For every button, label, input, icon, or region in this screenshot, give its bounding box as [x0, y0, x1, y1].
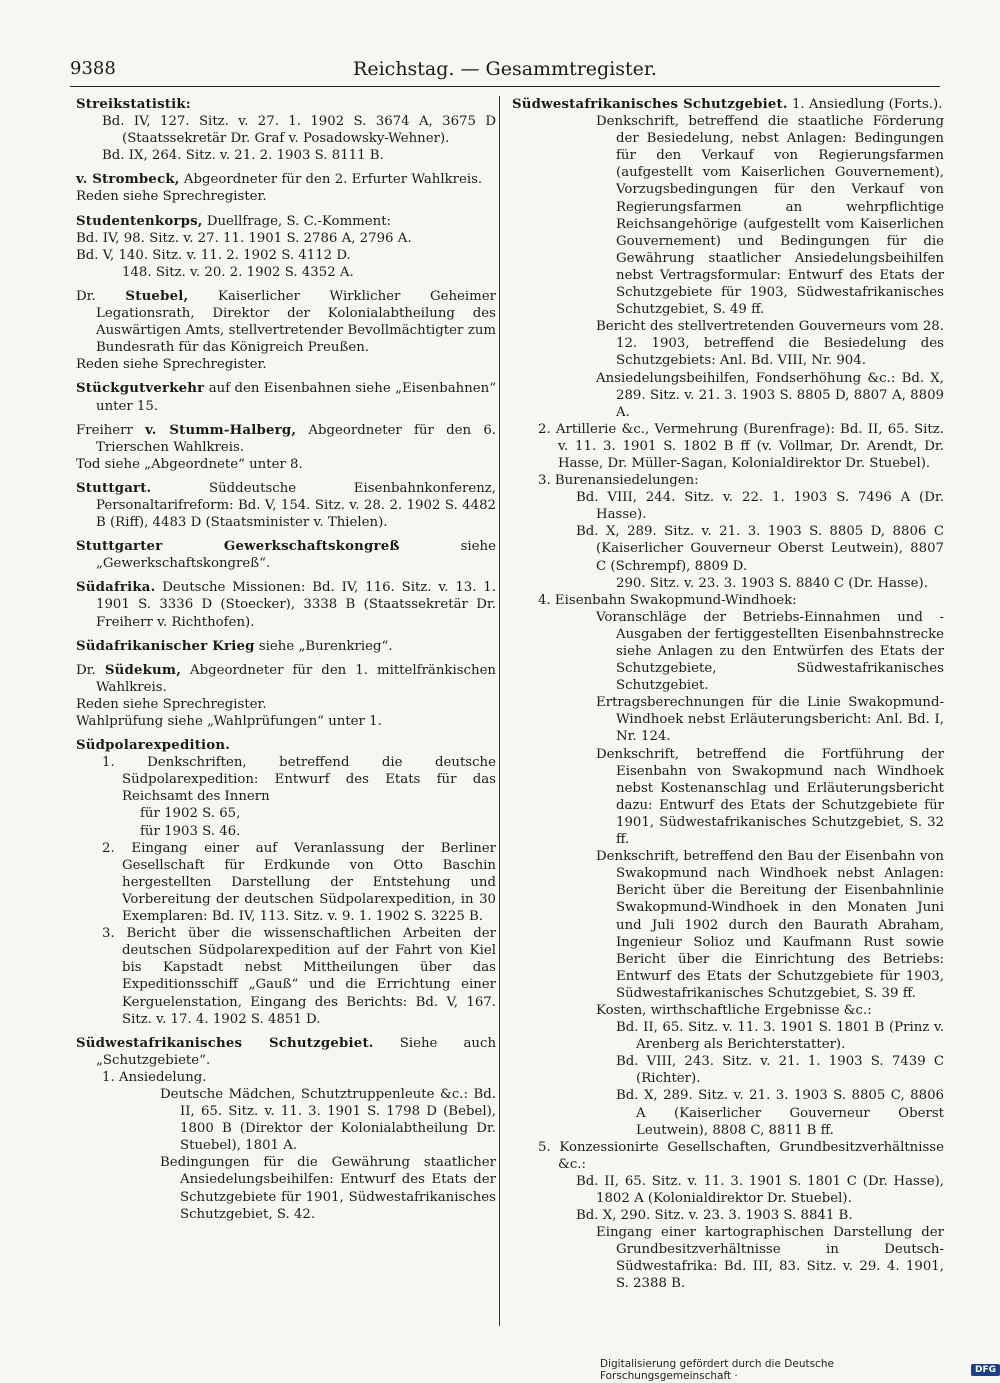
entry-description: Kaiserlicher Wirklicher Geheimer Legationsrath, Direktor der Kolonialabtheilung des Auswärtigen Amts, stellvertretender Bevollmächtigter zum Bundesrath für das Königreich Preußen. — [96, 288, 496, 356]
entry-reference: Denkschrift, betreffend den Bau der Eisenbahn von Swakopmund nach Windhoek nebst Anlagen: Bericht über die Bereitung der Eisenbahnlinie Swakopmund-Windhoek in den Monaten Juni und Juli 1902 durch den Baurath Abraham, Ingenieur Solioz und Kaufmann Rust sowie Bericht über die Einrichtung des Betriebs: Entwurf des Etats der Schutzgebiete für 1903, Südwestafrikanisches Schutzgebiet, S. 39 ff. — [596, 849, 944, 1001]
entry-reference: 290. Sitz. v. 23. 3. 1903 S. 8840 C (Dr. Hasse). — [616, 575, 928, 591]
entry-reference: Bericht des stellvertretenden Gouverneurs vom 28. 12. 1903, betreffend die Besiedelung des Schutzgebiets: Anl. Bd. VIII, Nr. 904. — [596, 319, 944, 369]
entry-heading-line — [76, 422, 496, 456]
entry-description: Abgeordneter für den 2. Erfurter Wahlkreis. — [179, 172, 483, 188]
index-entry — [76, 380, 496, 414]
column-divider — [499, 96, 500, 1326]
entry-reference: Eingang einer kartographischen Darstellung der Grundbesitzverhältnisse in Deutsch-Südwestafrika: Bd. III, 83. Sitz. v. 29. 4. 1901, S. 2388 B. — [596, 1225, 944, 1292]
entry-reference: Reden siehe Sprechregister. — [76, 696, 267, 712]
entry-headword: Stuttgarter Gewerkschaftskongreß — [76, 539, 400, 555]
entry-reference: Ertragsberechnungen für die Linie Swakopmund-Windhoek nebst Erläuterungsbericht: Anl. Bd. I, Nr. 124. — [596, 695, 944, 745]
entry-heading-line — [76, 380, 496, 414]
entry-reference: Wahlprüfung siehe „Wahlprüfungen“ unter 1. — [76, 714, 382, 729]
entry-headword: Stuebel, — [125, 288, 189, 304]
entry-reference: für 1902 S. 65, — [140, 806, 241, 822]
entry-reference: Reden siehe Sprechregister. — [76, 357, 267, 373]
entry-reference: 5. Konzessionirte Gesellschaften, Grundbesitzverhältnisse &c.: — [538, 1139, 944, 1172]
entry-description: Abgeordneter für den 1. mittelfränkischen Wahlkreis. — [96, 662, 496, 695]
entry-description: Deutsche Missionen: Bd. IV, 116. Sitz. v. 13. 1. 1901 S. 3336 D (Stoecker), 3338 B (Staatssekretär Dr. Freiherr v. Richthofen). — [96, 580, 496, 630]
entry-reference: Bd. VIII, 244. Sitz. v. 22. 1. 1903 S. 7496 A (Dr. Hasse). — [576, 490, 944, 523]
entry-reference: Tod siehe „Abgeordnete“ unter 8. — [76, 456, 303, 472]
entry-reference: Bd. V, 140. Sitz. v. 11. 2. 1902 S. 4112 D. — [76, 247, 351, 263]
entry-prefix: Freiherr — [76, 422, 146, 438]
entry-heading-line — [76, 579, 496, 630]
entry-description: siehe „Burenkrieg“. — [254, 638, 393, 654]
entry-description: auf den Eisenbahnen siehe „Eisenbahnen“ unter 15. — [96, 381, 496, 414]
entry-heading-line — [76, 480, 496, 531]
index-entry — [76, 638, 496, 655]
entry-reference: Bd. X, 289. Sitz. v. 21. 3. 1903 S. 8805 C, 8806 A (Kaiserlicher Gouverneur Oberst Leutwein), 8808 C, 8811 B ff. — [616, 1088, 944, 1138]
left-column — [76, 96, 496, 1230]
entry-reference: Voranschläge der Betriebs-Einnahmen und -Ausgaben der fertiggestellten Eisenbahnstrecke siehe Anlagen zu den Entwürfen des Etats der Schutzgebiete, Südwestafrikanisches Schutzgebiet. — [596, 609, 944, 694]
index-entry — [76, 288, 496, 373]
entry-headword: Streikstatistik: — [76, 97, 191, 112]
index-entry — [512, 96, 944, 1293]
entry-prefix: Dr. — [76, 662, 105, 678]
entry-reference: Bd. IV, 127. Sitz. v. 27. 1. 1902 S. 3674 A, 3675 D (Staatssekretär Dr. Graf v. Posadowsky-Wehner). — [102, 114, 496, 147]
entry-heading-line — [76, 288, 496, 356]
entry-headword: Südwestafrikanisches Schutzgebiet. — [512, 97, 788, 112]
entry-reference: Bedingungen für die Gewährung staatlicher Ansiedelungsbeihilfen: Entwurf des Etats der Schutzgebiete für 1901, Südwestafrikanisches Schutzgebiet, S. 42. — [160, 1155, 496, 1222]
index-entry — [76, 480, 496, 531]
entry-reference: Bd. X, 290. Sitz. v. 23. 3. 1903 S. 8841 B. — [576, 1208, 853, 1224]
entry-reference: 148. Sitz. v. 20. 2. 1902 S. 4352 A. — [122, 264, 354, 280]
right-column — [512, 96, 944, 1300]
entry-headword: Studentenkorps, — [76, 213, 203, 229]
entry-reference: 4. Eisenbahn Swakopmund-Windhoek: — [538, 592, 797, 608]
page-number: 9388 — [70, 58, 116, 79]
index-entry — [76, 213, 496, 281]
entry-headword: Stückgutverkehr — [76, 381, 205, 397]
entry-reference: Bd. II, 65. Sitz. v. 11. 3. 1901 S. 1801 B (Prinz v. Arenberg als Berichterstatter). — [616, 1020, 944, 1053]
entry-description: siehe „Gewerkschaftskongreß“. — [96, 539, 496, 572]
entry-reference: Bd. IV, 98. Sitz. v. 27. 11. 1901 S. 2786 A, 2796 A. — [76, 230, 412, 246]
entry-reference: für 1903 S. 46. — [140, 823, 241, 839]
index-entry — [76, 422, 496, 473]
index-entry — [76, 662, 496, 730]
entry-reference: Bd. II, 65. Sitz. v. 11. 3. 1901 S. 1801 C (Dr. Hasse), 1802 A (Kolonialdirektor Dr. Stuebel). — [576, 1173, 944, 1206]
dfg-logo: DFG — [971, 1364, 1000, 1376]
entry-heading-line — [76, 638, 496, 655]
entry-heading-line — [76, 737, 496, 754]
entry-headword: Südwestafrikanisches Schutzgebiet. — [76, 1035, 374, 1051]
entry-heading-line — [76, 662, 496, 696]
entry-reference: 2. Artillerie &c., Vermehrung (Burenfrage): Bd. II, 65. Sitz. v. 11. 3. 1901 S. 1802 B ff (v. Vollmar, Dr. Arendt, Dr. Hasse, Dr. Müller-Sagan, Kolonialdirektor Dr. Stuebel). — [538, 421, 944, 471]
entry-reference: Deutsche Mädchen, Schutztruppenleute &c.: Bd. II, 65. Sitz. v. 11. 3. 1901 S. 1798 D (Bebel), 1800 B (Direktor der Kolonialabtheilung Dr. Stuebel), 1801 A. — [160, 1086, 496, 1154]
footer-text: Digitalisierung gefördert durch die Deutsche Forschungsgemeinschaft · — [600, 1358, 834, 1382]
entry-headword: v. Stumm-Halberg, — [145, 422, 297, 438]
entry-reference: 1. Ansiedelung. — [102, 1069, 207, 1085]
entry-reference: 2. Eingang einer auf Veranlassung der Berliner Gesellschaft für Erdkunde von Otto Baschin hergestellten Darstellung der Entstehung und Vorbereitung der deutschen Südpolarexpedition, in 30 Exemplaren: Bd. IV, 113. Sitz. v. 9. 1. 1902 S. 3225 B. — [102, 840, 496, 925]
entry-description: Süddeutsche Eisenbahnkonferenz, Personaltarifreform: Bd. V, 154. Sitz. v. 28. 2. 1902 S. 4482 B (Riff), 4483 D (Staatsminister v. Thielen). — [96, 480, 496, 531]
entry-headword: Südpolarexpedition. — [76, 738, 231, 754]
entry-heading-line — [76, 171, 496, 188]
index-entry — [76, 579, 496, 630]
entry-reference: Bd. IX, 264. Sitz. v. 21. 2. 1903 S. 8111 B. — [102, 148, 384, 164]
entry-headword: Südafrika. — [76, 580, 156, 596]
entry-description: Duellfrage, S. C.-Komment: — [202, 213, 392, 229]
index-entry — [76, 1035, 496, 1223]
index-entry — [76, 171, 496, 205]
entry-reference: 1. Denkschriften, betreffend die deutsche Südpolarexpedition: Entwurf des Etats für das Reichsamt des Innern — [102, 755, 496, 805]
entry-description: Siehe auch „Schutzgebiete“. — [96, 1035, 497, 1068]
index-entry — [76, 737, 496, 1028]
entry-reference: Bd. X, 289. Sitz. v. 21. 3. 1903 S. 8805 D, 8806 C (Kaiserlicher Gouverneur Oberst Leutwein), 8807 C (Schrempf), 8809 D. — [576, 524, 944, 574]
entry-headword: v. Strombeck, — [76, 172, 180, 188]
entry-description: 1. Ansiedlung (Forts.). — [787, 97, 943, 112]
entry-heading-line — [76, 96, 496, 113]
entry-reference: 3. Burenansiedelungen: — [538, 473, 699, 489]
entry-headword: Südekum, — [104, 662, 182, 678]
index-entry — [76, 538, 496, 572]
footer — [600, 1358, 1000, 1382]
entry-headword: Stuttgart. — [76, 480, 152, 496]
entry-heading-line — [512, 96, 944, 113]
running-title: Reichstag. — Gesammtregister. — [353, 58, 657, 80]
entry-reference: Denkschrift, betreffend die staatliche Förderung der Besiedelung, nebst Anlagen: Bedingungen für den Verkauf von Regierungsfarmen (aufgestellt vom Kaiserlichen Gouvernement), Vorzugsbedingungen für den Verkauf von Regierungsfarmen an wehrpflichtige Reichsangehörige (aufgestellt vom Kaiserlichen Gouvernement) und Bedingungen für die Gewährung staatlicher Ansiedelungsbeihilfen nebst Vertragsformular: Entwurf des Etats der Schutzgebiete für 1903, Südwestafrikanisches Schutzgebiet, S. 49 ff. — [596, 114, 944, 318]
entry-heading-line — [76, 213, 496, 230]
entry-reference: Bd. VIII, 243. Sitz. v. 21. 1. 1903 S. 7439 C (Richter). — [616, 1054, 944, 1087]
entry-reference: Ansiedelungsbeihilfen, Fondserhöhung &c.: Bd. X, 289. Sitz. v. 21. 3. 1903 S. 8805 D, 8807 A, 8809 A. — [596, 370, 944, 420]
entry-reference: 3. Bericht über die wissenschaftlichen Arbeiten der deutschen Südpolarexpedition auf der Fahrt von Kiel bis Kapstadt nebst Mittheilungen über das Expeditionsschiff „Gauß“ und die Errichtung einer Kerguelenstation, Eingang des Berichts: Bd. V, 167. Sitz. v. 17. 4. 1902 S. 4851 D. — [102, 926, 496, 1027]
entry-heading-line — [76, 538, 496, 572]
entry-headword: Südafrikanischer Krieg — [76, 638, 255, 654]
index-entry — [76, 96, 496, 164]
page-header — [70, 58, 940, 87]
entry-reference: Denkschrift, betreffend die Fortführung der Eisenbahn von Swakopmund nach Windhoek nebst Kostenanschlag und Erläuterungsbericht dazu: Entwurf des Etats der Schutzgebiete für 1901, Südwestafrikanisches Schutzgebiet, S. 32 ff. — [596, 746, 944, 848]
entry-heading-line — [76, 1035, 496, 1069]
entry-description: Abgeordneter für den 6. Trierschen Wahlkreis. — [96, 422, 497, 455]
entry-reference: Reden siehe Sprechregister. — [76, 189, 267, 205]
entry-prefix: Dr. — [76, 288, 126, 304]
entry-reference: Kosten, wirthschaftliche Ergebnisse &c.: — [596, 1002, 872, 1018]
